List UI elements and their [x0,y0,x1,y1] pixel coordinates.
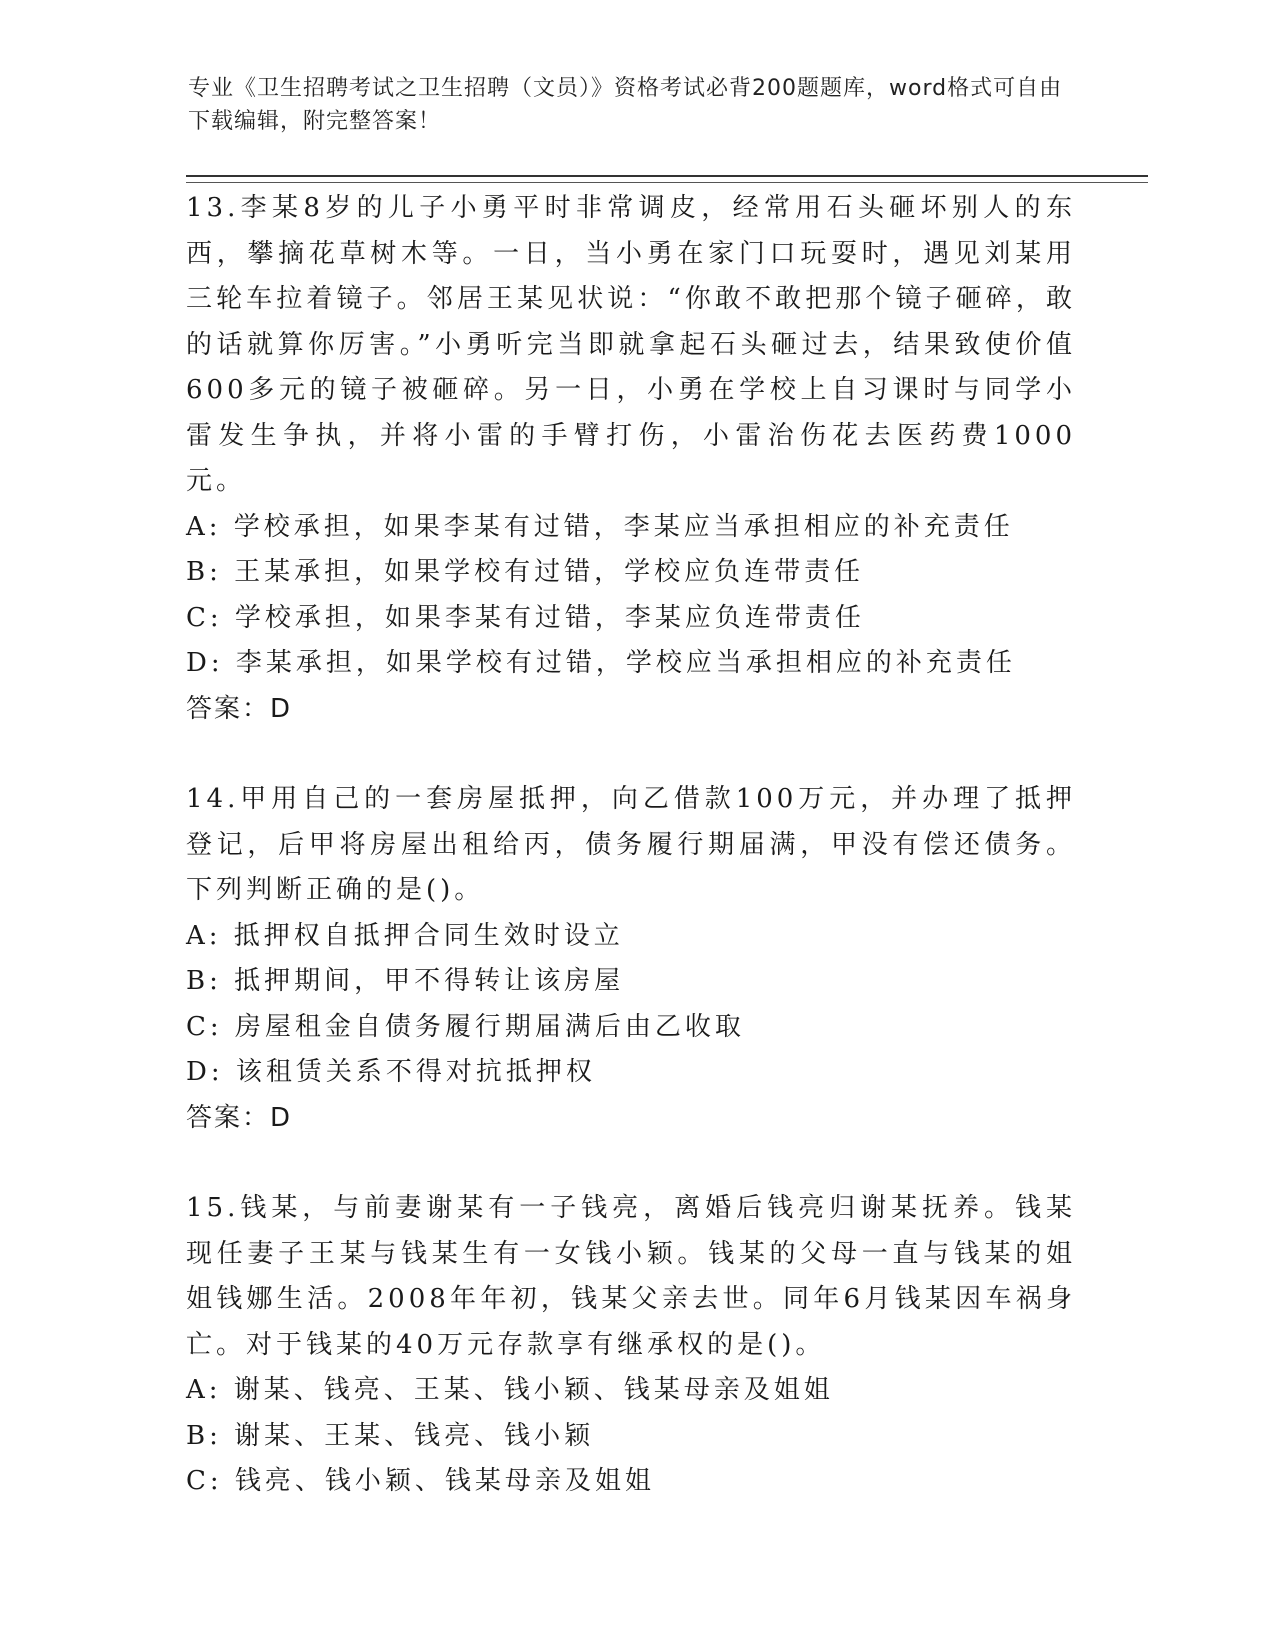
question-15 [186,1186,1076,1505]
question-13 [186,186,1076,732]
question-spacer [186,1141,1076,1186]
option-b: B: 抵押期间，甲不得转让该房屋 [186,966,625,996]
answer-line: 答案：D [186,693,293,724]
option-d: D: 该租赁关系不得对抗抵押权 [186,1057,596,1087]
option-c: C: 房屋租金自债务履行期届满后由乙收取 [186,1011,745,1042]
question-spacer [186,732,1076,777]
question-14 [186,777,1076,1141]
question-stem: 14.甲用自己的一套房屋抵押，向乙借款100万元，并办理了抵押登记，后甲将房屋出租给丙，债务履行期届满，甲没有偿还债务。下列判断正确的是()。 [186,784,1076,905]
option-c: C: 学校承担，如果李某有过错，李某应负连带责任 [186,602,865,633]
question-stem: 13.李某8岁的儿子小勇平时非常调皮，经常用石头砸坏别人的东西，攀摘花草树木等。一日，当小勇在家门口玩耍时，遇见刘某用三轮车拉着镜子。邻居王某见状说：“你敢不敢把那个镜子砸碎，敢的话就算你厉害。”小勇听完当即就拿起石头砸过去，结果致使价值600多元的镜子被砸碎。另一日，小勇在学校上自习课时与同学小雷发生争执，并将小雷的手臂打伤，小雷治伤花去医药费1000元。 [186,193,1076,496]
header-rule-thick [186,175,1148,177]
option-d: D: 李某承担，如果学校有过错，学校应当承担相应的补充责任 [186,648,1016,678]
option-b: B: 谢某、王某、钱亮、钱小颖 [186,1420,595,1451]
option-a: A: 抵押权自抵押合同生效时设立 [186,920,624,951]
option-a: A: 谢某、钱亮、王某、钱小颖、钱某母亲及姐姐 [186,1375,834,1405]
page-header: 专业《卫生招聘考试之卫生招聘（文员）》资格考试必背200题题库，word格式可自由下载编辑，附完整答案！ [188,76,1063,134]
answer-line: 答案：D [186,1102,293,1133]
question-stem: 15.钱某，与前妻谢某有一子钱亮，离婚后钱亮归谢某抚养。钱某现任妻子王某与钱某生有一女钱小颖。钱某的父母一直与钱某的姐姐钱娜生活。2008年年初，钱某父亲去世。同年6月钱某因车祸身亡。对于钱某的40万元存款享有继承权的是()。 [186,1193,1076,1360]
option-c: C: 钱亮、钱小颖、钱某母亲及姐姐 [186,1466,655,1496]
option-b: B: 王某承担，如果学校有过错，学校应负连带责任 [186,557,865,587]
option-a: A: 学校承担，如果李某有过错，李某应当承担相应的补充责任 [186,511,1014,542]
question-list [186,186,1076,1505]
header-rule-thin [186,182,1148,183]
